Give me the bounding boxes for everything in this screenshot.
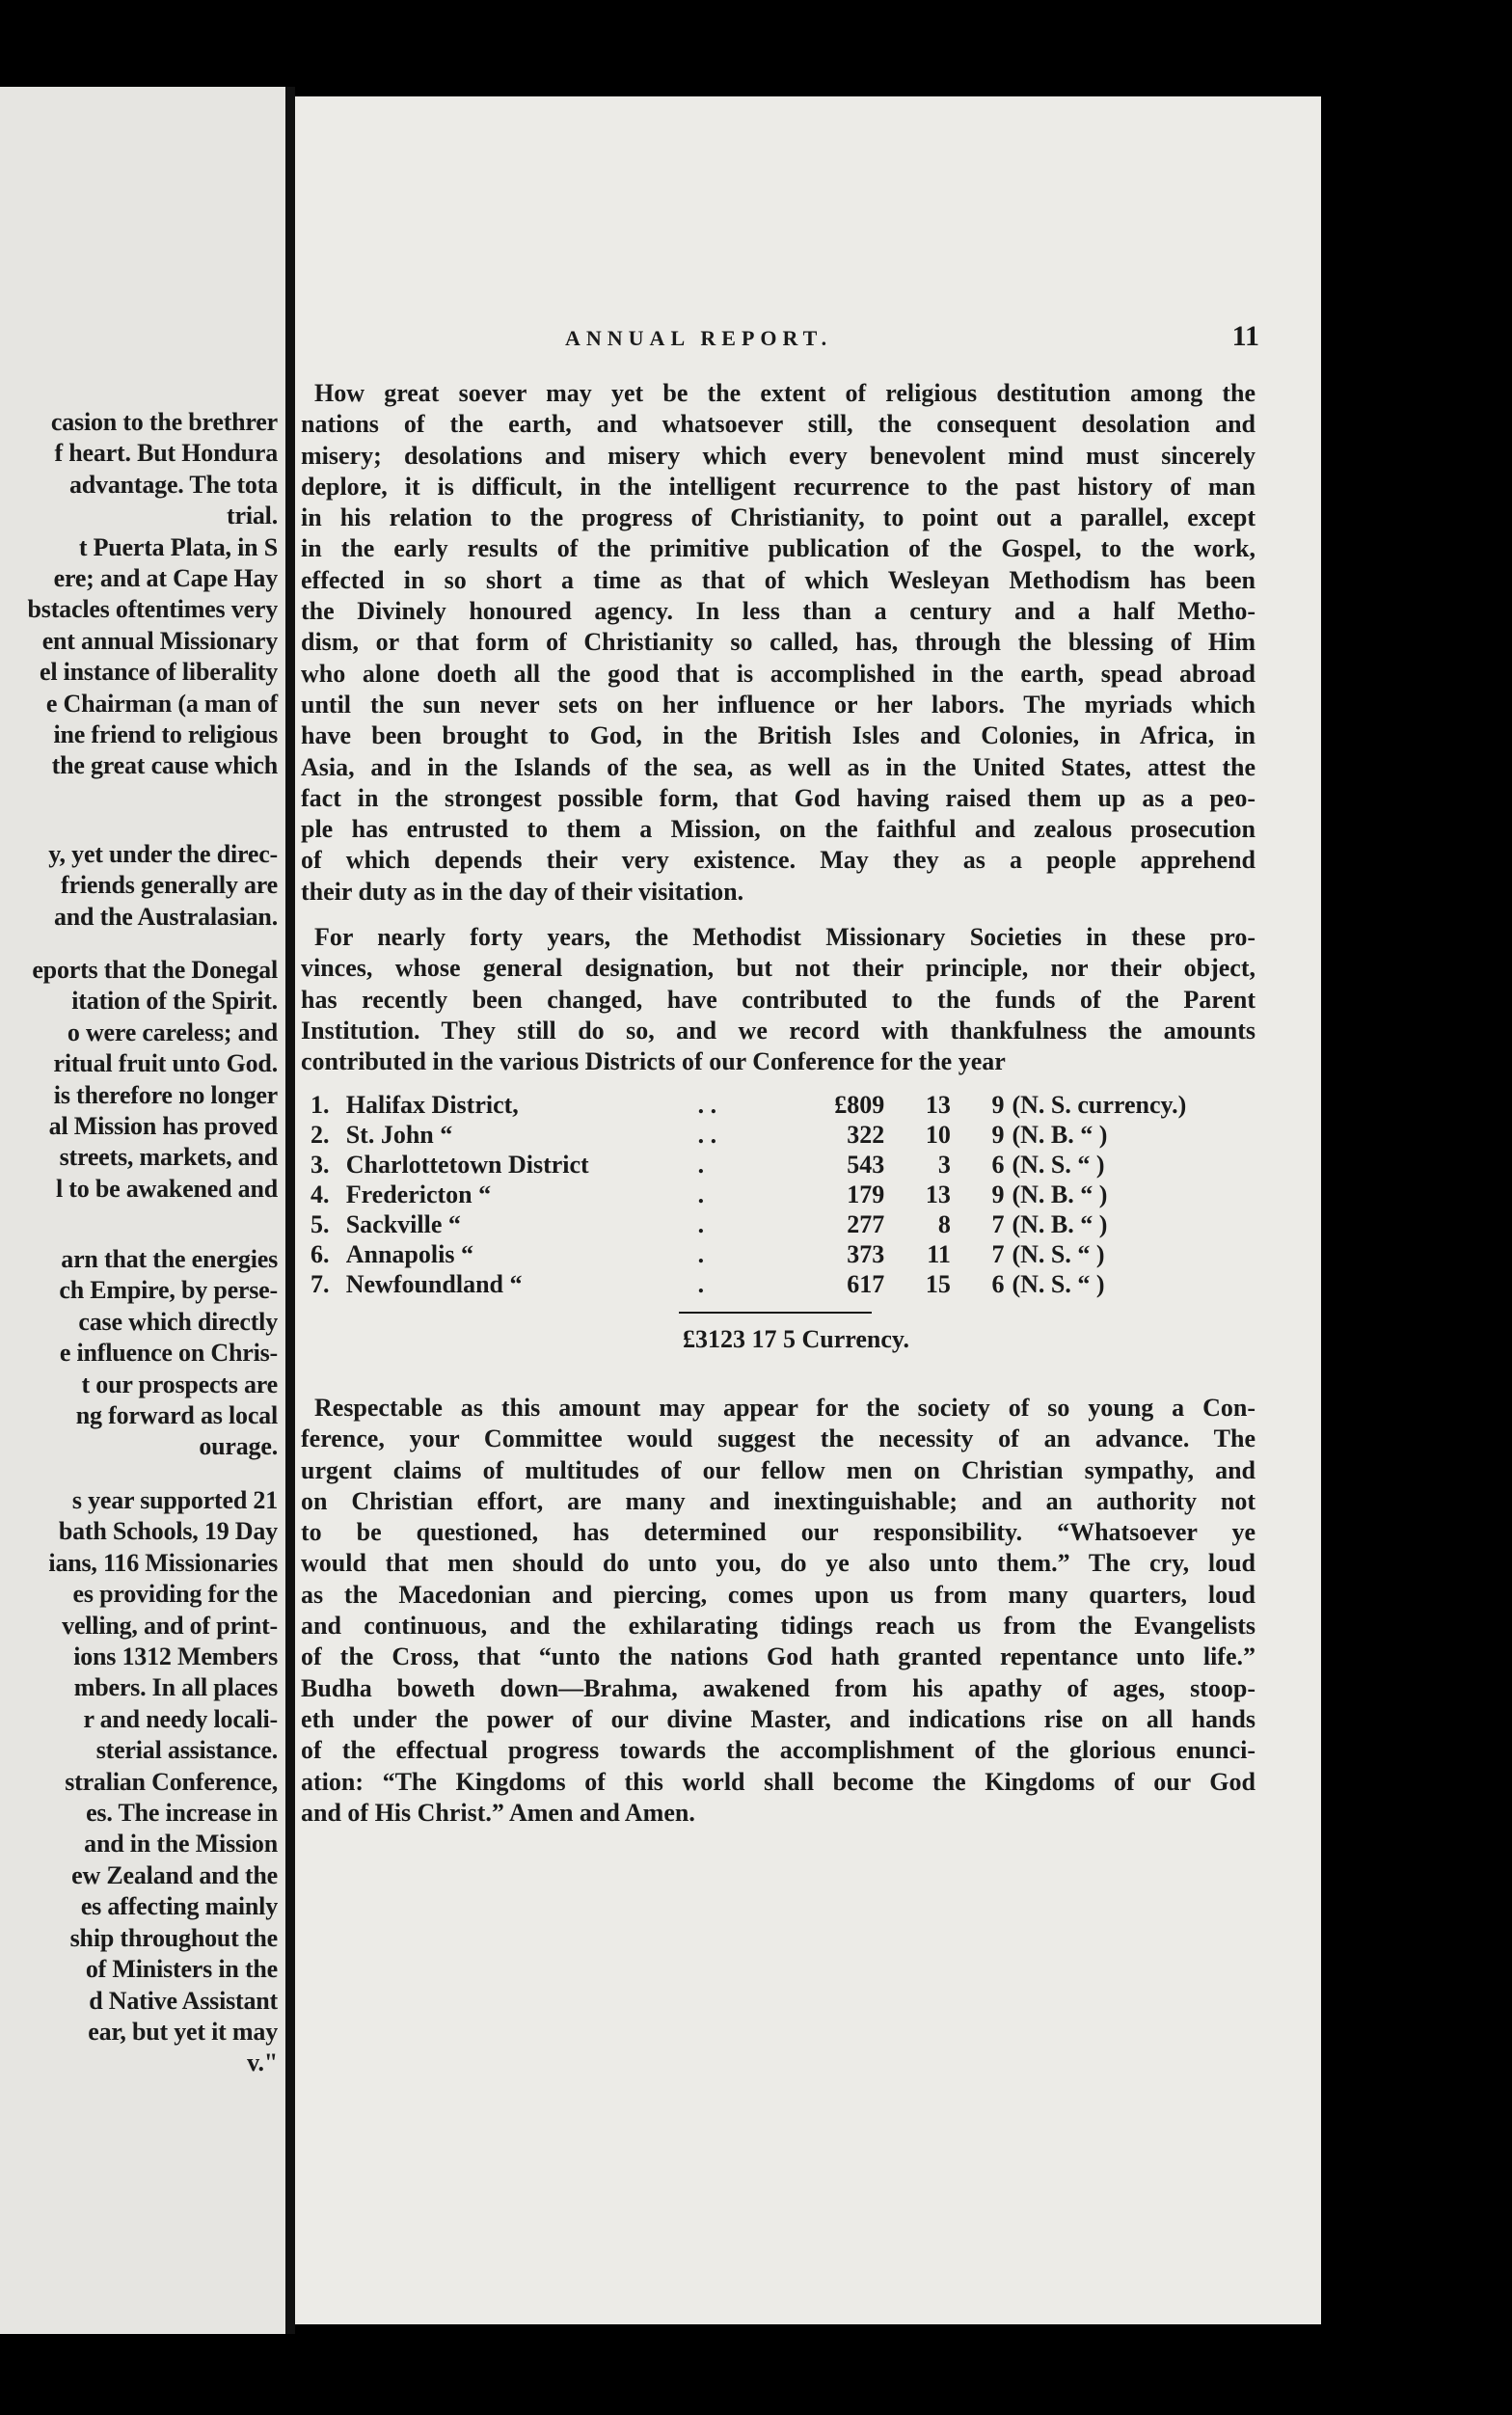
contribution-currency: (N. B. “ ) [1012,1120,1108,1149]
text-line: in his relation to the progress of Christianity, to point out a parallel, except [301,503,1256,532]
total-rule [679,1312,872,1314]
text-line: arn that the energies [61,1245,278,1273]
text-line: ourage. [199,1432,278,1461]
contribution-pence: 6 [991,1269,1005,1298]
contribution-shillings: 8 [937,1209,951,1238]
facing-page-fragment [0,87,285,2334]
text-line: ation: “The Kingdoms of this world shall become the Kingdoms of our God [301,1767,1256,1796]
text-line: has recently been changed, have contributed to the funds of the Parent [301,985,1256,1014]
paragraph-destitution [301,378,1256,908]
text-line: the Divinely honoured agency. In less than a century and a half Metho- [301,597,1256,626]
text-line: itation of the Spirit. [71,987,278,1016]
contribution-name: Newfoundland “ [345,1269,523,1298]
contribution-pounds: £809 [834,1090,885,1119]
contribution-row [310,1180,1256,1209]
text-line: their duty as in the day of their visitation. [301,877,744,906]
contribution-no: 7. [310,1269,330,1298]
text-line: t Puerta Plata, in S [78,532,278,561]
contribution-pounds: 543 [847,1150,885,1179]
contribution-currency: (N. S. currency.) [1012,1090,1187,1119]
facing-page-block [59,1244,278,1463]
contribution-no: 4. [310,1180,330,1208]
contribution-shillings: 10 [925,1120,951,1149]
text-line: would that men should do unto you, do ye also unto them.” The cry, loud [301,1549,1256,1578]
contribution-pence: 9 [991,1090,1005,1119]
contribution-shillings: 11 [927,1239,951,1268]
contribution-dots: . [697,1239,705,1268]
page-number: 11 [1231,320,1259,352]
contribution-row [310,1269,1256,1299]
text-line: bstacles oftentimes very [27,595,278,624]
text-line: For nearly forty years, the Methodist Missionary Societies in these pro- [314,923,1256,951]
contribution-name: St. John “ [345,1120,453,1149]
text-line: vinces, whose general designation, but not their principle, nor their object, [301,954,1256,983]
text-line: ference, your Committee would suggest the necessity of an advance. The [301,1425,1256,1453]
text-line: ians, 116 Missionaries [48,1548,278,1577]
text-line: es affecting mainly [80,1892,278,1921]
contribution-pounds: 179 [847,1180,885,1208]
text-line: Institution. They still do so, and we record with thankfulness the amounts [301,1016,1256,1045]
contribution-dots: . [697,1209,705,1238]
text-line: of the Cross, that “unto the nations God hath granted repentance unto life.” [301,1642,1256,1671]
text-line: to be questioned, has determined our responsibility. “Whatsoever ye [301,1518,1256,1547]
text-line: and of His Christ.” Amen and Amen. [301,1798,695,1827]
contribution-pence: 9 [991,1120,1005,1149]
text-line: fact in the strongest possible form, that God having raised them up as a peo- [301,783,1256,812]
text-line: effected in so short a time as that of which Wesleyan Methodism has been [301,565,1256,594]
text-line: bath Schools, 19 Day [58,1517,278,1546]
contribution-name: Halifax District, [345,1090,519,1119]
contributions-total: £3123 17 5 Currency. [683,1325,909,1353]
contribution-pence: 6 [991,1150,1005,1179]
running-head [295,320,1259,365]
contribution-pence: 9 [991,1180,1005,1208]
text-line: stralian Conference, [65,1767,278,1796]
contribution-row [310,1150,1256,1180]
text-line: urgent claims of multitudes of our fellow men on Christian sympathy, and [301,1455,1256,1484]
text-line: is therefore no longer [53,1080,278,1109]
text-line: and the Australasian. [53,902,278,931]
text-line: es. The increase in [86,1799,278,1828]
text-line: Asia, and in the Islands of the sea, as well as in the United States, attest the [301,752,1256,781]
contribution-dots: . . [697,1090,717,1119]
text-line: d Native Assistant [89,1986,278,2015]
text-line: es providing for the [72,1580,278,1609]
contribution-pence: 7 [991,1209,1005,1238]
text-line: advantage. The tota [68,470,278,499]
running-head-title: ANNUAL REPORT. [565,326,833,350]
text-line: sterial assistance. [95,1736,278,1765]
contribution-currency: (N. B. “ ) [1012,1209,1108,1238]
text-line: nations of the earth, and whatsoever still, the consequent desolation and [301,410,1256,439]
text-line: Respectable as this amount may appear for the society of so young a Con- [314,1394,1256,1422]
contribution-dots: . . [697,1120,717,1149]
text-line: of Ministers in the [85,1955,278,1984]
contribution-no: 5. [310,1209,330,1238]
text-line: How great soever may yet be the extent of religious destitution among the [314,379,1256,407]
contribution-pounds: 277 [847,1209,885,1238]
text-line: and in the Mission [84,1830,278,1859]
text-line: e Chairman (a man of [45,689,278,718]
contribution-shillings: 13 [925,1090,951,1119]
contribution-name: Fredericton “ [345,1180,492,1208]
text-line: r and needy locali- [83,1704,278,1733]
film-border-bottom [0,2334,1512,2415]
text-line: have been brought to God, in the British Isles and Colonies, in Africa, in [301,721,1256,750]
text-line: e influence on Chris- [59,1339,278,1368]
contribution-shillings: 3 [937,1150,951,1179]
text-line: el instance of liberality [39,658,278,687]
text-line: ear, but yet it may [88,2017,278,2046]
text-line: t our prospects are [81,1370,278,1398]
contribution-row [310,1120,1256,1150]
contribution-name: Charlottetown District [345,1150,589,1179]
text-line: ew Zealand and the [71,1860,278,1889]
contribution-shillings: 15 [925,1269,951,1298]
text-line: ions 1312 Members [73,1642,278,1671]
text-line: contributed in the various Districts of our Conference for the year [301,1047,1006,1076]
text-line: ch Empire, by perse- [59,1276,278,1305]
text-line: ine friend to religious [53,720,278,749]
contribution-pounds: 373 [847,1239,885,1268]
text-line: deplore, it is difficult, in the intelligent recurrence to the past history of man [301,472,1256,501]
text-line: ple has entrusted to them a Mission, on the faithful and zealous prosecution [301,815,1256,844]
text-line: casion to the brethrer [50,408,278,436]
text-line: trial. [227,502,278,530]
contribution-no: 2. [310,1120,330,1149]
contribution-no: 1. [310,1090,330,1119]
text-line: ritual fruit unto God. [53,1049,278,1078]
text-line: friends generally are [61,871,278,900]
contribution-name: Sackville “ [345,1209,461,1238]
facing-page-block [48,839,278,933]
text-line: v." [247,2049,278,2077]
text-line: mbers. In all places [73,1673,278,1702]
contribution-name: Annapolis “ [345,1239,473,1268]
contribution-shillings: 13 [925,1180,951,1208]
text-line: eports that the Donegal [32,956,278,984]
contribution-row [310,1239,1256,1269]
text-line: l to be awakened and [55,1174,278,1203]
page-gutter [285,87,295,2334]
contribution-row [310,1209,1256,1239]
text-line: f heart. But Hondura [54,439,278,468]
facing-page-block [48,1485,278,2079]
contribution-no: 3. [310,1150,330,1179]
text-line: ship throughout the [69,1923,278,1952]
film-border-top [0,0,1512,87]
facing-page-block [32,955,278,1205]
text-line: the great cause which [51,751,278,780]
contribution-dots: . [697,1180,705,1208]
text-line: ere; and at Cape Hay [53,564,278,593]
film-border-right [1321,0,1512,2415]
text-line: streets, markets, and [59,1143,278,1172]
contribution-pounds: 322 [847,1120,885,1149]
contribution-row [310,1090,1256,1120]
facing-page-block [28,407,278,782]
text-line: and continuous, and the exhilarating tidings reach us from the Evangelists [301,1612,1256,1641]
text-line: in the early results of the primitive publication of the Gospel, to the work, [301,534,1256,563]
contribution-currency: (N. S. “ ) [1012,1150,1105,1179]
paragraph-advance-appeal [301,1393,1256,1829]
text-line: ent annual Missionary [41,626,278,655]
text-line: s year supported 21 [71,1486,278,1514]
text-line: misery; desolations and misery which every benevolent mind must sincerely [301,441,1256,470]
contribution-pence: 7 [991,1239,1005,1268]
contributions-table [310,1090,1256,1299]
contribution-currency: (N. B. “ ) [1012,1180,1108,1208]
paragraph-contributions-intro [301,922,1256,1077]
text-line: o were careless; and [67,1018,278,1046]
contribution-pounds: 617 [847,1269,885,1298]
contribution-currency: (N. S. “ ) [1012,1239,1105,1268]
text-line: of the effectual progress towards the accomplishment of the glorious enunci- [301,1736,1256,1765]
text-line: on Christian effort, are many and inextinguishable; and an authority not [301,1486,1256,1515]
text-line: y, yet under the direc- [48,840,278,868]
text-line: who alone doeth all the good that is accomplished in the earth, spead abroad [301,659,1256,688]
contribution-dots: . [697,1269,705,1298]
text-line: Budha boweth down—Brahma, awakened from his apathy of ages, stoop- [301,1673,1256,1702]
text-line: al Mission has proved [48,1112,278,1141]
text-line: as the Macedonian and piercing, comes upon us from many quarters, loud [301,1580,1256,1609]
contribution-no: 6. [310,1239,330,1268]
contribution-dots: . [697,1150,705,1179]
text-line: case which directly [78,1307,278,1336]
text-line: velling, and of print- [62,1611,278,1640]
contribution-currency: (N. S. “ ) [1012,1269,1105,1298]
text-line: of which depends their very existence. May they as a people apprehend [301,846,1256,875]
text-line: ng forward as local [75,1401,278,1430]
text-line: dism, or that form of Christianity so called, has, through the blessing of Him [301,628,1256,657]
text-line: until the sun never sets on her influence or her labors. The myriads which [301,690,1256,719]
text-line: eth under the power of our divine Master, and indications rise on all hands [301,1704,1256,1733]
